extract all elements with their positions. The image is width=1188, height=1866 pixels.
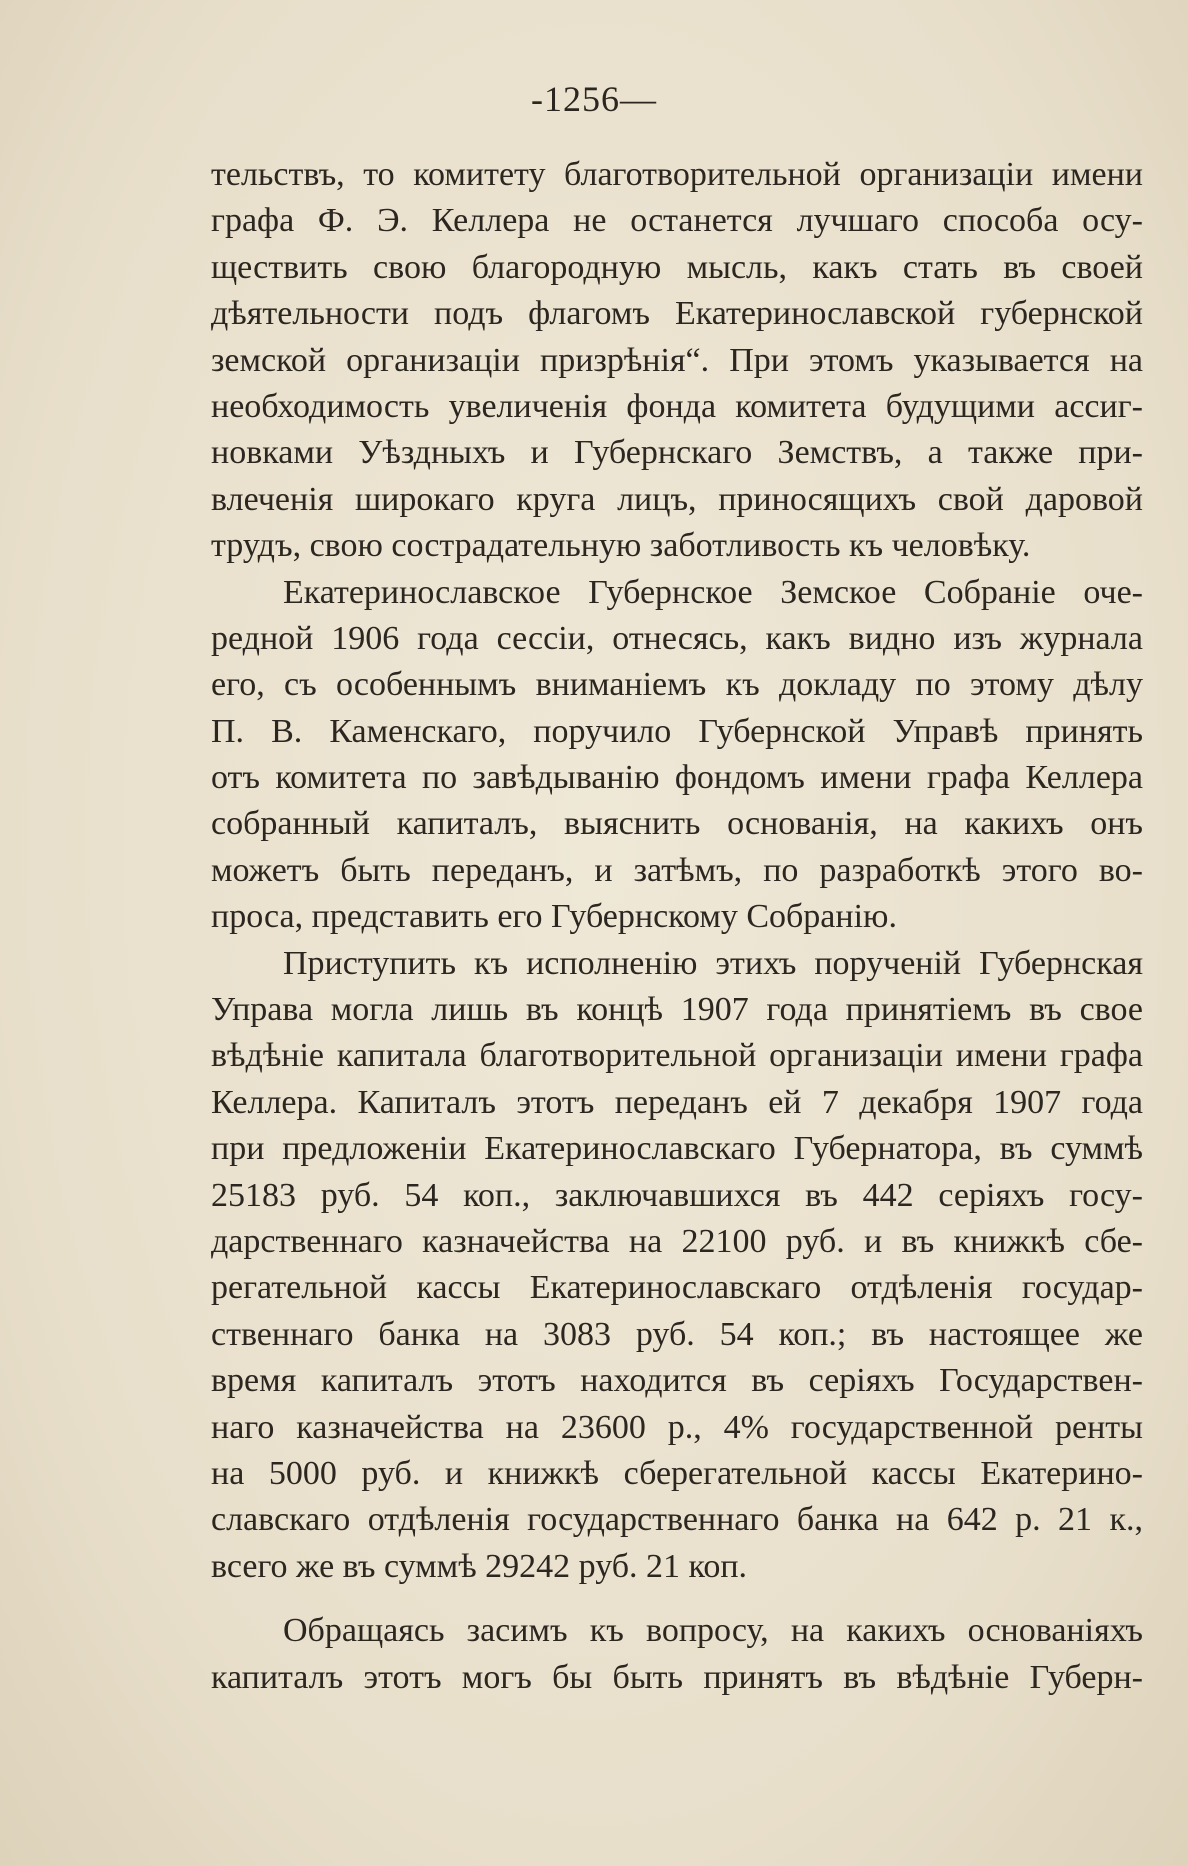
text-line: графа Ф. Э. Келлера не останется лучшаго способа осу- [211,202,1143,240]
text-line: П. В. Каменскаго, поручило Губернской Управѣ принять [211,712,1143,750]
text-line: дарственнаго казначейства на 22100 руб. и въ книжкѣ сбе- [211,1222,1143,1260]
text-line: Обращаясь засимъ къ вопросу, на какихъ основаніяхъ [283,1612,1143,1650]
text-line: при предложеніи Екатеринославскаго Губернатора, въ суммѣ [211,1130,1143,1168]
paragraph-spacer [211,1590,1143,1608]
text-line: влеченія широкаго круга лицъ, приносящихъ свой даровой [211,480,1143,518]
text-line: новками Уѣздныхъ и Губернскаго Земствъ, а также при- [211,434,1143,472]
text-line: регательной кассы Екатеринославскаго отдѣленія государ- [211,1269,1143,1307]
text-line: редной 1906 года сессіи, отнесясь, какъ видно изъ журнала [211,619,1143,657]
paragraph-2 [211,570,1143,941]
text-line: Екатеринославское Губернское Земское Собраніе оче- [283,573,1143,611]
text-line: всего же въ суммѣ 29242 руб. 21 коп. [211,1547,748,1585]
text-line: земской организаціи призрѣнія“. При этомъ указывается на [211,341,1143,379]
text-line: дѣятельности подъ флагомъ Екатеринославской губернской [211,295,1143,333]
text-line: капиталъ этотъ могъ бы быть принятъ въ вѣдѣніе Губерн- [211,1658,1143,1696]
text-line: вѣдѣніе капитала благотворительной организаціи имени графа [211,1037,1143,1075]
text-line: Келлера. Капиталъ этотъ переданъ ей 7 декабря 1907 года [211,1083,1143,1121]
paragraph-4 [211,1608,1143,1701]
body-text [211,152,1143,1701]
text-line: проса, представить его Губернскому Собранію. [211,898,897,936]
text-line: необходимость увеличенія фонда комитета будущими ассиг- [211,387,1143,425]
text-line: трудъ, свою сострадательную заботливость къ человѣку. [211,527,1031,565]
paragraph-3 [211,941,1143,1590]
text-line: собранный капиталъ, выяснить основанія, на какихъ онъ [211,805,1143,843]
text-line: на 5000 руб. и книжкѣ сберегательной кассы Екатерино- [211,1454,1143,1492]
text-line: ственнаго банка на 3083 руб. 54 коп.; въ настоящее же [211,1315,1143,1353]
text-line: ществить свою благородную мысль, какъ стать въ своей [211,248,1143,286]
text-line: наго казначейства на 23600 р., 4% государственной ренты [211,1408,1143,1446]
text-line: славскаго отдѣленія государственнаго банка на 642 р. 21 к., [211,1501,1143,1539]
text-line: 25183 руб. 54 коп., заключавшихся въ 442 серіяхъ госу- [211,1176,1143,1214]
text-line: можетъ быть переданъ, и затѣмъ, по разработкѣ этого во- [211,851,1143,889]
text-line: его, съ особеннымъ вниманіемъ къ докладу по этому дѣлу [211,666,1143,704]
paragraph-1 [211,152,1143,570]
text-line: тельствъ, то комитету благотворительной организаціи имени [211,156,1143,193]
text-line: время капиталъ этотъ находится въ серіяхъ Государствен- [211,1362,1143,1400]
text-line: отъ комитета по завѣдыванію фондомъ имени графа Келлера [211,759,1143,797]
text-line: Приступить къ исполненію этихъ порученій Губернская [283,944,1143,982]
text-line: Управа могла лишь въ концѣ 1907 года принятіемъ въ свое [211,991,1143,1029]
page-number: -1256— [531,79,657,119]
